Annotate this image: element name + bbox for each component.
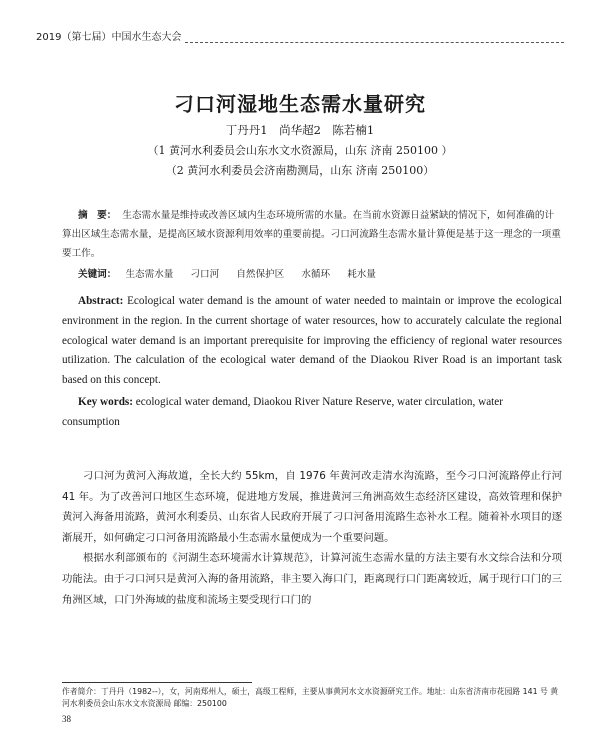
abstract-en [62, 292, 562, 391]
paper-authors: 丁丹丹1 尚华超2 陈若楠1 [225, 123, 375, 137]
keyword-cn: 水循环 [301, 269, 331, 280]
body-text [62, 466, 562, 610]
keywords-en [62, 392, 562, 432]
body-paragraph: 刁口河为黄河入海故道，全长大约 55km，自 1976 年黄河改走清水沟流路，至今刁口河流路停止行河 41 年。为了改善河口地区生态环境，促进地方发展，推进黄河三角洲高效生态经济区建设，高效管理和保护黄河入海备用流路，黄河水利委员、山东省人民政府开展了刁口河备用流路生态补水工程。随着补水项目的逐渐展开，如何确定刁口河备用流路最小生态需水量便成为一个重要问题。 [62, 470, 562, 544]
keywords-cn-label: 关键词： [78, 269, 117, 280]
keyword-cn: 刁口河 [190, 269, 220, 280]
abstract-cn-label: 摘 要： [78, 210, 117, 221]
affiliation-1: （1 黄河水利委员会山东水文水资源局，山东 济南 250100 ） [147, 144, 453, 157]
page-number: 38 [62, 714, 71, 724]
keyword-cn: 自然保护区 [236, 269, 285, 280]
body-paragraph: 根据水利部颁布的《河湖生态环境需水计算规范》，计算河流生态需水量的方法主要有水文综合法和分项功能法。由于刁口河只是黄河入海的备用流路，非主要入海口门，距离现行口门距离较近，属于现行口门的三角洲区域，口门外海域的盐度和流场主要受现行口门的 [62, 552, 562, 606]
abstract-cn [62, 206, 562, 263]
keyword-cn: 生态需水量 [125, 269, 174, 280]
abstract-cn-text: 生态需水量是维持或改善区域内生态环境所需的水量。在当前水资源日益紧缺的情况下，如何准确的计算出区域生态需水量，是提高区域水资源利用效率的重要前提。刁口河流路生态需水量计算便是基于这一理念的一项重要工作。 [62, 210, 561, 259]
running-header [36, 28, 564, 43]
keywords-cn [78, 266, 558, 280]
footnote-rule [62, 682, 252, 683]
author-footnote: 作者简介：丁丹丹（1982--），女，河南郑州人，硕士，高级工程师，主要从事黄河水文水资源研究工作。地址：山东省济南市花园路 141 号 黄河水利委员会山东水文水资源局 邮编：250100 [62, 687, 559, 708]
keyword-cn: 耗水量 [347, 269, 376, 280]
conference-name: 2019（第七届）中国水生态大会 [36, 32, 182, 43]
paper-title: 刁口河湿地生态需水量研究 [174, 92, 426, 116]
keywords-en-label: Key words: [78, 396, 133, 408]
abstract-en-text: Ecological water demand is the amount of water needed to maintain or improve the ecological environment in the region. In the current shortage of water resources, how to accurately calculate the regional ecological water demand is an important prerequisite for improving the efficiency of regional water resources utilization. The calculation of the ecological water demand of the Diaokou River Road is an important task based on this concept. [62, 295, 562, 387]
affiliation-2: （2 黄河水利委员会济南勘测局，山东 济南 250100） [165, 164, 435, 177]
keywords-en-text: ecological water demand, Diaokou River Nature Reserve, water circulation, water consumption [62, 396, 503, 428]
abstract-en-label: Abstract: [78, 295, 124, 307]
header-rule [185, 36, 564, 43]
